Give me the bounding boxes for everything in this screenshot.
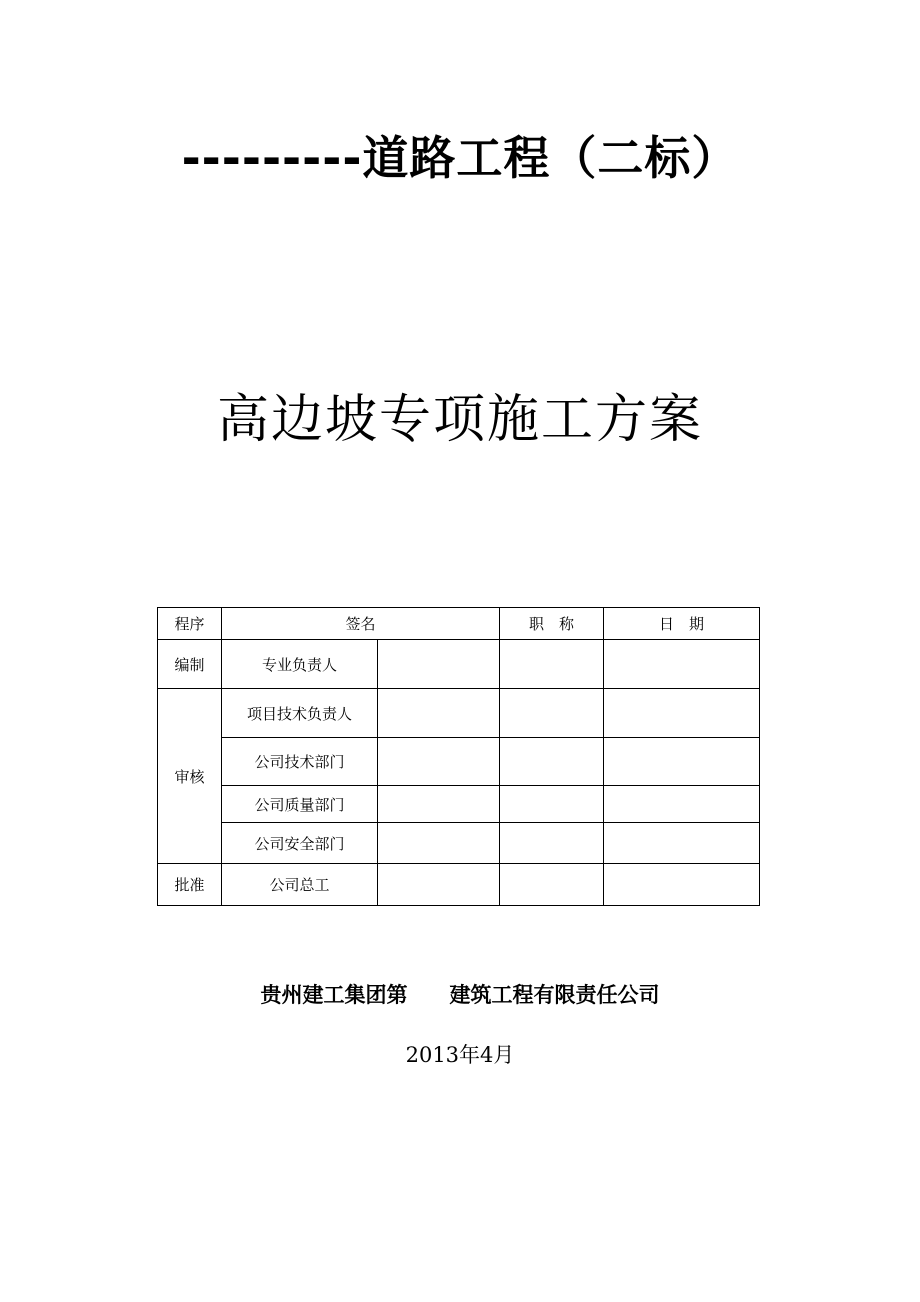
date-cell: [604, 786, 760, 823]
job-title-cell: [500, 864, 604, 906]
job-title-cell: [500, 738, 604, 786]
role-project-tech-lead: 项目技术负责人: [222, 689, 378, 738]
date-cell: [604, 738, 760, 786]
signature-cell: [378, 786, 500, 823]
date-cell: [604, 864, 760, 906]
role-specialty-lead: 专业负责人: [222, 640, 378, 689]
table-row-review-1: [158, 689, 760, 738]
signature-cell: [378, 738, 500, 786]
date-cell: [604, 823, 760, 864]
role-company-quality-dept: 公司质量部门: [222, 786, 378, 823]
signoff-table: [157, 607, 760, 906]
group-compile: 编制: [158, 640, 222, 689]
signature-cell: [378, 864, 500, 906]
table-row-compile: [158, 640, 760, 689]
signature-cell: [378, 640, 500, 689]
document-title: 高边坡专项施工方案: [216, 390, 703, 450]
table-row-approve: [158, 864, 760, 906]
header-procedure: 程序: [158, 608, 222, 640]
company-name: 贵州建工集团第 建筑工程有限责任公司: [260, 983, 660, 1007]
role-company-safety-dept: 公司安全部门: [222, 823, 378, 864]
group-review: 审核: [158, 689, 222, 864]
document-date: 2013年4月: [405, 1043, 515, 1067]
signature-cell: [378, 689, 500, 738]
table-row-review-4: [158, 823, 760, 864]
table-row-review-2: [158, 738, 760, 786]
date-cell: [604, 689, 760, 738]
job-title-cell: [500, 689, 604, 738]
date-cell: [604, 640, 760, 689]
group-approve: 批准: [158, 864, 222, 906]
header-date: 日 期: [604, 608, 760, 640]
signature-cell: [378, 823, 500, 864]
project-title: ---------道路工程（二标）: [181, 131, 739, 185]
header-signature: 签名: [222, 608, 500, 640]
header-job-title: 职 称: [500, 608, 604, 640]
role-company-chief-engineer: 公司总工: [222, 864, 378, 906]
table-row-review-3: [158, 786, 760, 823]
role-company-tech-dept: 公司技术部门: [222, 738, 378, 786]
job-title-cell: [500, 823, 604, 864]
job-title-cell: [500, 786, 604, 823]
table-header-row: [158, 608, 760, 640]
job-title-cell: [500, 640, 604, 689]
